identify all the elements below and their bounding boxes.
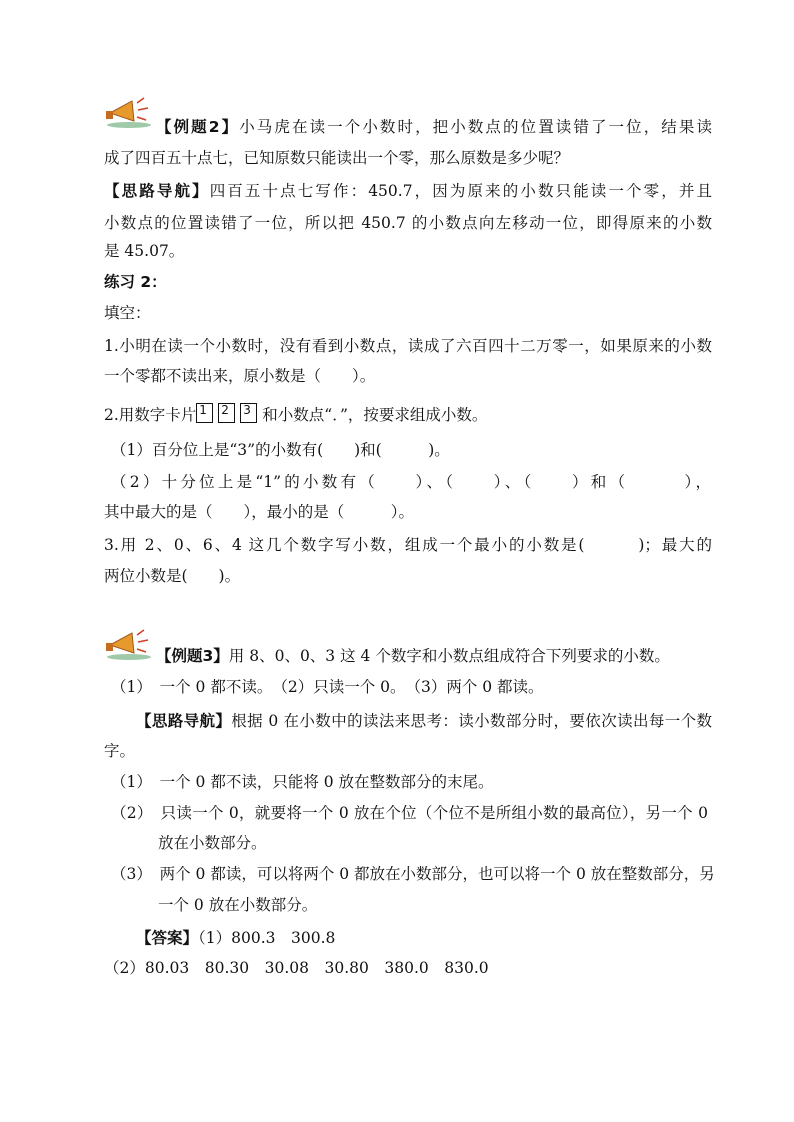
guide3-item2-line1: （2） 只读一个 0，就要将一个 0 放在个位（个位不是所组小数的最高位），另一个 0 [111, 804, 708, 822]
example3-line [156, 646, 670, 666]
q3-line1: 3.用 2、0、6、4 这几个数字写小数，组成一个最小的小数是( )；最大的 [104, 536, 712, 554]
guide2-line3: 是 45.07。 [104, 242, 185, 260]
q1-line1: 1.小明在读一个小数时，没有看到小数点，读成了六百四十二万零一，如果原来的小数 [104, 337, 712, 355]
q1-line2: 一个零都不读出来，原小数是（ ）。 [104, 367, 376, 385]
guide2-line1 [104, 181, 712, 201]
number-card-1: 1 [196, 403, 213, 423]
q3-line2: 两位小数是( )。 [104, 567, 241, 585]
q2-suffix: 和小数点“．”，按要求组成小数。 [262, 406, 488, 424]
guide2-tag: 【思路导航】 [104, 182, 210, 200]
guide3-line1 [136, 711, 712, 731]
answer3-line1 [136, 928, 335, 948]
example3-text: 用 8、0、0、3 这 4 个数字和小数点组成符合下列要求的小数。 [228, 647, 670, 665]
q2-2-line1: （2）十分位上是“1”的小数有（ ）、（ ）、（ ）和（ ）， [111, 473, 711, 491]
guide3-line2: 字。 [104, 742, 136, 760]
guide2-text-line1: 四百五十点七写作：450.7，因为原来的小数只能读一个零，并且 [209, 182, 712, 200]
megaphone-icon [104, 95, 154, 129]
q2-1: （1）百分位上是“3”的小数有( )和( )。 [111, 441, 450, 459]
example3-requirements: （1） 一个 0 都不读。 （2）只读一个 0。 （3）两个 0 都读。 [111, 678, 544, 696]
example3-tag: 【例题3】 [156, 647, 229, 665]
megaphone-icon [104, 627, 154, 661]
practice2-title: 练习 2： [104, 273, 167, 291]
example2-tag: 【例题2】 [156, 118, 240, 136]
guide2-line2: 小数点的位置读错了一位，所以把 450.7 的小数点向左移动一位，即得原来的小数 [104, 214, 712, 232]
answer3-line2: （2）80.03 80.30 30.08 30.80 380.0 830.0 [104, 959, 489, 977]
guide3-item3-line1: （3） 两个 0 都读，可以将两个 0 都放在小数部分，也可以将一个 0 放在整数部分，另 [111, 865, 715, 883]
number-card-2: 2 [218, 403, 235, 423]
q2-prefix: 2.用数字卡片 [104, 406, 197, 424]
q2-line [104, 403, 487, 425]
example2-text-line1: 小马虎在读一个小数时，把小数点的位置读错了一位，结果读 [239, 118, 712, 136]
number-card-3: 3 [240, 403, 257, 423]
q2-2-line2: 其中最大的是（ ），最小的是（ ）。 [104, 503, 415, 521]
example2-line1 [156, 117, 712, 137]
example2-line2: 成了四百五十点七，已知原数只能读出一个零，那么原数是多少呢？ [104, 149, 570, 167]
answer3-text-line1: （1）800.3 300.8 [198, 929, 336, 947]
practice2-fill-label: 填空： [104, 304, 151, 322]
guide3-item2-line2: 放在小数部分。 [158, 834, 267, 852]
guide3-item1: （1） 一个 0 都不读，只能将 0 放在整数部分的末尾。 [111, 773, 494, 791]
guide3-item3-line2: 一个 0 放在小数部分。 [158, 896, 318, 914]
guide3-tag: 【思路导航】 [136, 712, 232, 730]
answer3-tag: 【答案】 [136, 929, 199, 947]
guide3-text-line1: 根据 0 在小数中的读法来思考：读小数部分时，要依次读出每一个数 [231, 712, 712, 730]
